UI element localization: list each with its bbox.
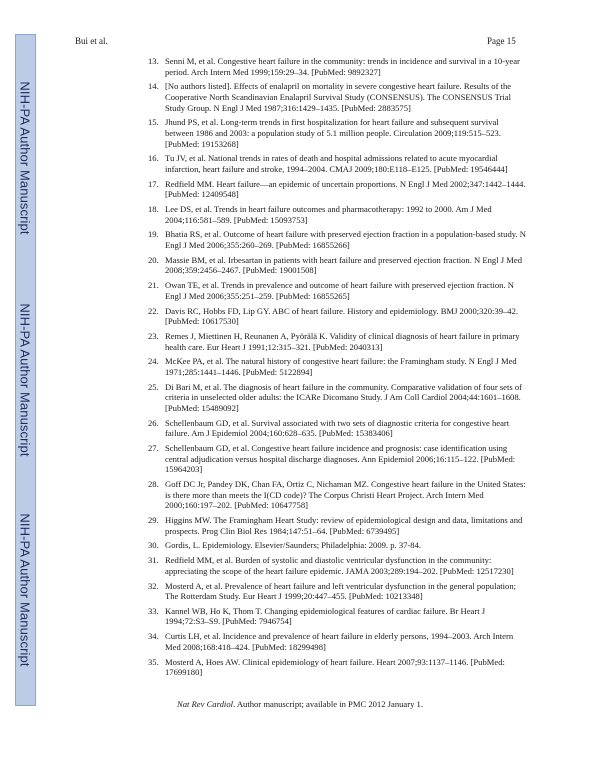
reference-text: Redfield MM. Heart failure—an epidemic of uncertain proportions. N Engl J Med 2002;347:1442–1444. [PubMed: 12409548]: [165, 178, 526, 200]
reference-list: [148, 56, 528, 682]
reference-item: [148, 443, 528, 475]
reference-item: [148, 356, 528, 377]
reference-item: [148, 382, 528, 414]
reference-item: [148, 229, 528, 250]
reference-item: [148, 56, 528, 77]
reference-item: [148, 581, 528, 602]
reference-number: 29.: [148, 514, 159, 525]
reference-item: [148, 280, 528, 301]
reference-text: Kannel WB, Ho K, Thom T. Changing epidemiological features of cardiac failure. Br Heart J 1994;72:S3–S9. [PubMed: 7946754]: [165, 605, 486, 627]
reference-number: 19.: [148, 229, 159, 240]
reference-number: 30.: [148, 540, 159, 551]
reference-number: 21.: [148, 280, 159, 291]
reference-item: [148, 179, 528, 200]
reference-text: Lee DS, et al. Trends in heart failure outcomes and pharmacotherapy: 1992 to 2000. Am J Med 2004;116:581–589. [PubMed: 15093753]: [165, 204, 492, 225]
sidebar-label-text: NIH-PA Author Manuscript: [17, 303, 33, 457]
reference-text: Mosterd A, et al. Prevalence of heart failure and left ventricular dysfunction in the general population; The Rotterdam Study. Eur Heart J 1999;20:447–455. [PubMed: 10213348]: [165, 580, 517, 602]
reference-item: [148, 418, 528, 439]
reference-item: [148, 204, 528, 225]
reference-item: [148, 306, 528, 327]
reference-number: 14.: [148, 81, 159, 92]
reference-number: 35.: [148, 656, 159, 667]
reference-number: 27.: [148, 443, 159, 454]
reference-text: Mosterd A, Hoes AW. Clinical epidemiology of heart failure. Heart 2007;93:1137–1146. [PubMed: 17699180]: [165, 656, 505, 678]
reference-number: 17.: [148, 178, 159, 189]
reference-text: Owan TE, et al. Trends in prevalence and outcome of heart failure with preserved ejection fraction. N Engl J Med 2006;355:251–259. [PubMed: 16855265]: [165, 280, 514, 301]
reference-item: [148, 540, 528, 551]
running-head: Bui et al.: [75, 36, 108, 46]
reference-text: Schellenbaum GD, et al. Survival associated with two sets of diagnostic criteria for congestive heart failure. Am J Epidemiol 2004;160:628–635. [PubMed: 15383406]: [165, 417, 510, 439]
footer-journal: Nat Rev Cardiol: [176, 699, 233, 709]
reference-number: 22.: [148, 305, 159, 316]
reference-number: 25.: [148, 381, 159, 392]
sidebar-label-text: NIH-PA Author Manuscript: [17, 81, 33, 235]
reference-number: 23.: [148, 330, 159, 341]
page-footer: [0, 699, 600, 709]
reference-number: 31.: [148, 555, 159, 566]
reference-number: 15.: [148, 117, 159, 128]
reference-text: Schellenbaum GD, et al. Congestive heart failure incidence and prognosis: case identification using central adjudication versus hospital discharge diagnoses. Ann Epidemiol 2006;16:115–122. [PubMed: 15964203]: [165, 443, 516, 475]
reference-item: [148, 331, 528, 352]
reference-number: 13.: [148, 56, 159, 66]
reference-item: [148, 631, 528, 652]
reference-item: [148, 657, 528, 678]
reference-text: Davis RC, Hobbs FD, Lip GY. ABC of heart failure. History and epidemiology. BMJ 2000;320:39–42. [PubMed: 10617530]: [165, 305, 519, 327]
reference-number: 18.: [148, 204, 159, 215]
reference-number: 16.: [148, 153, 159, 164]
reference-number: 20.: [148, 254, 159, 265]
reference-item: [148, 117, 528, 149]
footer-note: . Author manuscript; available in PMC 2012 January 1.: [233, 699, 423, 709]
reference-text: Remes J, Miettinen H, Reunanen A, Pyörälä K. Validity of clinical diagnosis of heart failure in primary health care. Eur Heart J 1991;12:315–321. [PubMed: 2040313]: [165, 330, 520, 352]
reference-text: Massie BM, et al. Irbesartan in patients with heart failure and preserved ejection fraction. N Engl J Med 2008;359:2456–2467. [PubMed: 19001508]: [165, 254, 523, 276]
reference-number: 32.: [148, 580, 159, 591]
reference-item: [148, 153, 528, 174]
reference-number: 33.: [148, 605, 159, 616]
reference-text: Di Bari M, et al. The diagnosis of heart failure in the community. Comparative validation of four sets of criteria in unselected older adults: the ICARe Dicomano Study. J Am Coll Cardiol 2004;44:1601–1608. [PubMed: 15489092]: [165, 381, 523, 413]
reference-text: Curtis LH, et al. Incidence and prevalence of heart failure in elderly persons, 1994–2003. Arch Intern Med 2008;168:418–424. [PubMed: 18299498]: [165, 631, 514, 652]
reference-item: [148, 81, 528, 113]
sidebar-label-text: NIH-PA Author Manuscript: [17, 513, 33, 667]
reference-text: Jhund PS, et al. Long-term trends in first hospitalization for heart failure and subsequent survival between 1986 and 2003: a population study of 5.1 million people. Circulation 2009;119:515–523. [PubMed: 19153268]: [165, 117, 501, 149]
reference-text: Goff DC Jr, Pandey DK, Chan FA, Ortiz C, Nichaman MZ. Congestive heart failure in the United States: is there more than meets the I(CD code)? The Corpus Christi Heart Project. Arch Intern Med 2000;160:197–202. [PubMed: 10647758]: [165, 479, 526, 511]
reference-text: Senni M, et al. Congestive heart failure in the community: trends in incidence and survival in a 10-year period. Arch Intern Med 1999;159:29–34. [PubMed: 9892327]: [165, 56, 520, 77]
reference-number: 24.: [148, 356, 159, 367]
reference-text: [No authors listed]. Effects of enalapril on mortality in severe congestive heart failure. Results of the Cooperative North Scandinavian Enalapril Survival Study (CONSENSUS). The CONSENSUS Trial Study Group. N Engl J Med 1987;316:1429–1435. [PubMed: 2883575]: [165, 81, 512, 113]
reference-text: McKee PA, et al. The natural history of congestive heart failure: the Framingham study. N Engl J Med 1971;285:1441–1446. [PubMed: 5122894]: [165, 356, 517, 377]
reference-number: 26.: [148, 417, 159, 428]
reference-item: [148, 479, 528, 511]
reference-text: Gordis, L. Epidemiology. Elsevier/Saunders; Philadelphia: 2009. p. 37-84.: [165, 540, 422, 551]
reference-number: 34.: [148, 631, 159, 642]
page-number: Page 15: [487, 36, 516, 46]
reference-text: Tu JV, et al. National trends in rates of death and hospital admissions related to acute myocardial infarction, heart failure and stroke, 1994–2004. CMAJ 2009;180:E118–E125. [PubMed: 19546444]: [165, 153, 508, 174]
reference-item: [148, 255, 528, 276]
reference-text: Higgins MW. The Framingham Heart Study: review of epidemiological design and data, limitations and prospects. Prog Clin Biol Res 1984;147:51–64. [PubMed: 6739495]: [165, 514, 523, 536]
reference-text: Bhatia RS, et al. Outcome of heart failure with preserved ejection fraction in a population-based study. N Engl J Med 2006;355:260–269. [PubMed: 16855266]: [165, 229, 526, 251]
reference-number: 28.: [148, 479, 159, 489]
reference-item: [148, 555, 528, 576]
reference-text: Redfield MM, et al. Burden of systolic and diastolic ventricular dysfunction in the community: appreciating the scope of the heart failure epidemic. JAMA 2003;289:194–202. [PubMed: 12517230]: [165, 555, 514, 576]
reference-item: [148, 606, 528, 627]
reference-item: [148, 515, 528, 536]
